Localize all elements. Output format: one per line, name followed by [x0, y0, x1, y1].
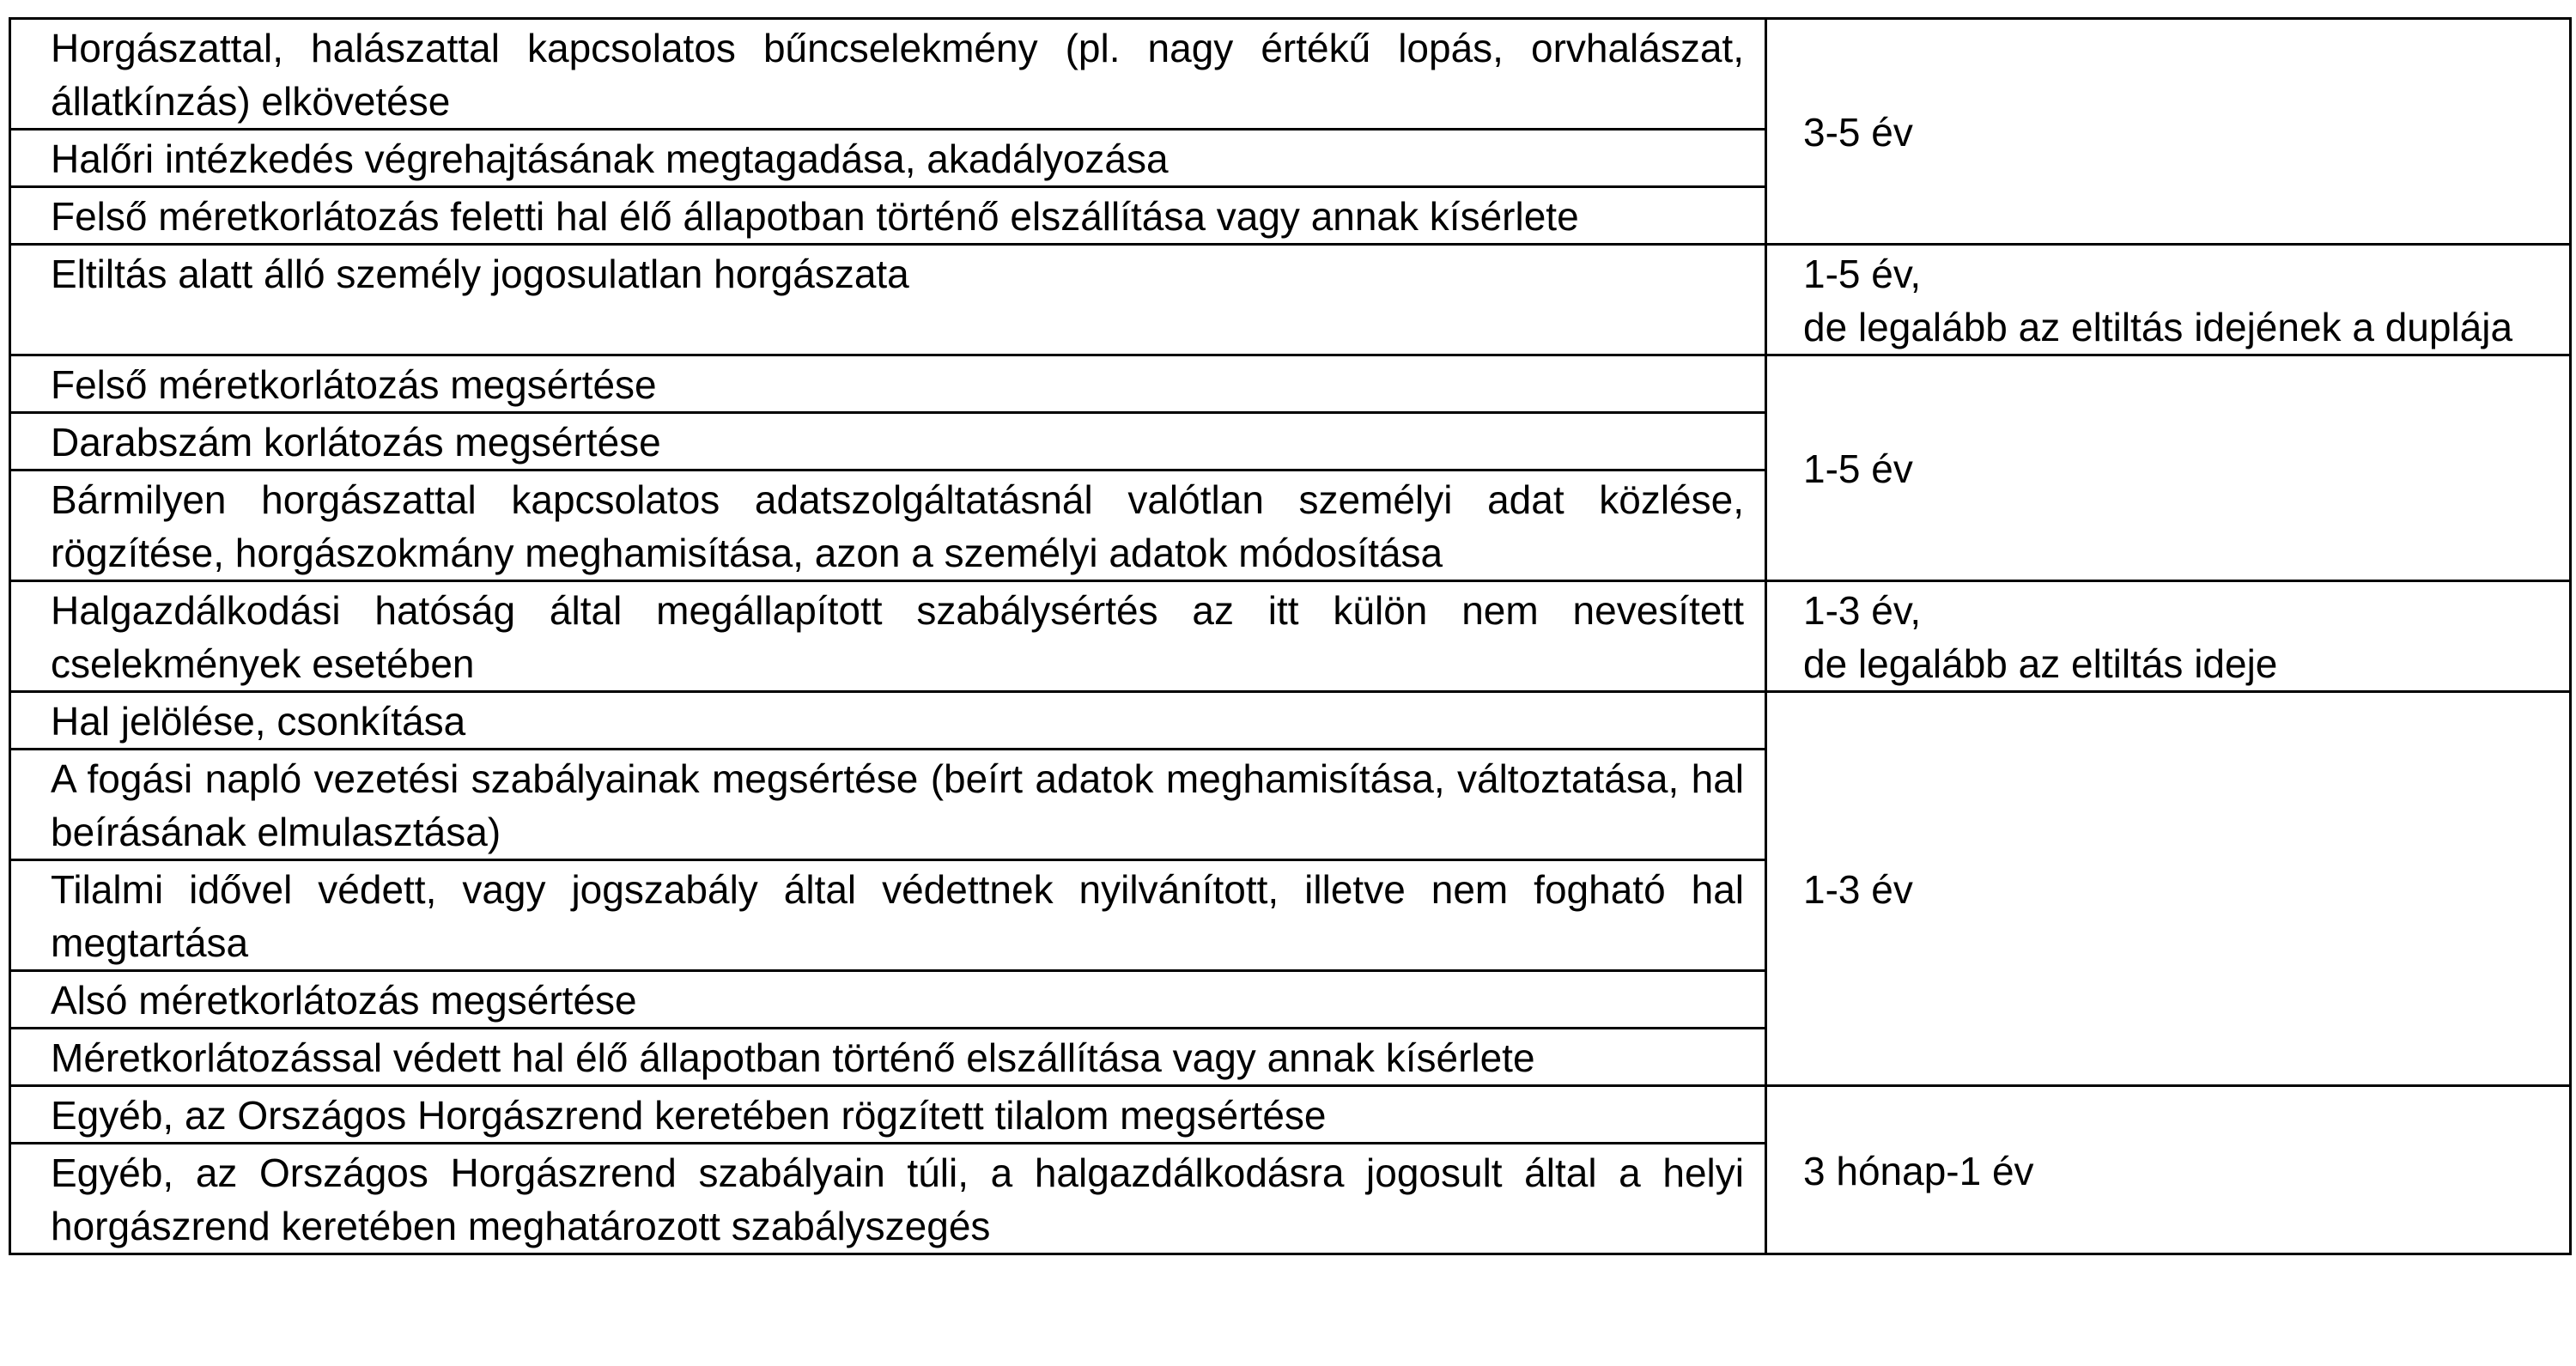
- duration-text: 3 hónap-1 év: [1803, 1148, 2034, 1193]
- duration-cell: [1766, 355, 2571, 581]
- offense-cell: Felső méretkorlátozás megsértése: [10, 355, 1766, 413]
- offense-cell: A fogási napló vezetési szabályainak megsértése (beírt adatok meghamisítása, változtatása, hal beírásának elmulasztása): [10, 750, 1766, 860]
- table-row: [10, 692, 2571, 750]
- duration-cell: [1766, 1086, 2571, 1254]
- duration-text: 3-5 év: [1803, 110, 1913, 155]
- duration-condition: de legalább az eltiltás ideje: [1803, 641, 2278, 686]
- offense-cell: Eltiltás alatt álló személy jogosulatlan horgászata: [10, 245, 1766, 355]
- table-row: [10, 581, 2571, 692]
- table-row: [10, 19, 2571, 130]
- table-row: [10, 355, 2571, 413]
- duration-text: 1-3 év,: [1803, 588, 1922, 633]
- offense-cell: Darabszám korlátozás megsértése: [10, 413, 1766, 471]
- offense-cell: Hal jelölése, csonkítása: [10, 692, 1766, 750]
- duration-cell: [1766, 245, 2571, 355]
- penalty-table: [9, 17, 2572, 1255]
- table-row: [10, 245, 2571, 355]
- duration-cell: [1766, 581, 2571, 692]
- offense-cell: Felső méretkorlátozás feletti hal élő állapotban történő elszállítása vagy annak kísérlete: [10, 187, 1766, 245]
- offense-cell: Egyéb, az Országos Horgászrend szabályain túli, a halgazdálkodásra jogosult által a helyi horgászrend keretében meghatározott szabályszegés: [10, 1144, 1766, 1254]
- duration-cell: [1766, 19, 2571, 245]
- duration-condition: de legalább az eltiltás idejének a duplája: [1803, 305, 2513, 349]
- offense-cell: Halgazdálkodási hatóság által megállapított szabálysértés az itt külön nem nevesített cselekmények esetében: [10, 581, 1766, 692]
- offense-cell: Alsó méretkorlátozás megsértése: [10, 971, 1766, 1029]
- offense-cell: Horgászattal, halászattal kapcsolatos bűncselekmény (pl. nagy értékű lopás, orvhalászat, állatkínzás) elkövetése: [10, 19, 1766, 130]
- offense-cell: Halőri intézkedés végrehajtásának megtagadása, akadályozása: [10, 130, 1766, 187]
- duration-text: 1-3 év: [1803, 867, 1913, 912]
- offense-cell: Egyéb, az Országos Horgászrend keretében rögzített tilalom megsértése: [10, 1086, 1766, 1144]
- duration-text: 1-5 év: [1803, 446, 1913, 491]
- offense-cell: Tilalmi idővel védett, vagy jogszabály által védettnek nyilvánított, illetve nem fogható hal megtartása: [10, 860, 1766, 971]
- duration-cell: [1766, 692, 2571, 1086]
- offense-cell: Bármilyen horgászattal kapcsolatos adatszolgáltatásnál valótlan személyi adat közlése, rögzítése, horgászokmány meghamisítása, azon a személyi adatok módosítása: [10, 471, 1766, 581]
- duration-text: 1-5 év,: [1803, 252, 1922, 296]
- table-row: [10, 1086, 2571, 1144]
- offense-cell: Méretkorlátozással védett hal élő állapotban történő elszállítása vagy annak kísérlete: [10, 1029, 1766, 1086]
